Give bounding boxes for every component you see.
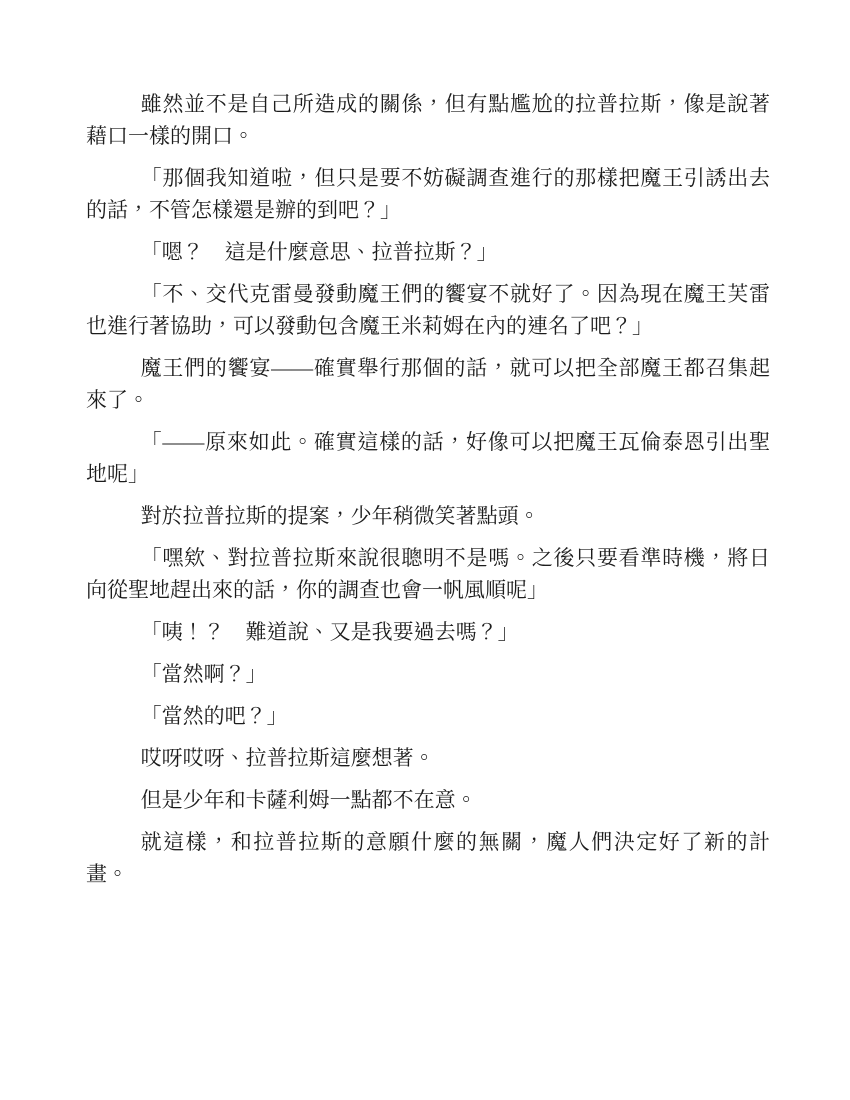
paragraph-dialogue-8: 「當然的吧？」	[140, 704, 288, 728]
paragraph-narration-1: 雖然並不是自己所造成的關係，但有點尷尬的拉普拉斯，像是說著藉口一樣的開口。	[86, 92, 770, 148]
paragraph-dialogue-3: 「不、交代克雷曼發動魔王們的饗宴不就好了。因為現在魔王芙雷也進行著協助，可以發動包含魔王米莉姆在內的連名了吧？」	[86, 282, 770, 338]
paragraph-narration-4: 哎呀哎呀、拉普拉斯這麼想著。	[140, 746, 435, 770]
paragraph-dialogue-6: 「咦！？ 難道說、又是我要過去嗎？」	[140, 620, 519, 644]
paragraph-dialogue-1: 「那個我知道啦，但只是要不妨礙調查進行的那樣把魔王引誘出去的話，不管怎樣還是辦的到吧？」	[86, 166, 770, 222]
paragraph-narration-2: 魔王們的饗宴——確實舉行那個的話，就可以把全部魔王都召集起來了。	[86, 356, 770, 412]
paragraph-dialogue-7: 「當然啊？」	[140, 662, 267, 686]
paragraph-narration-6: 就這樣，和拉普拉斯的意願什麼的無關，魔人們決定好了新的計畫。	[86, 830, 770, 886]
paragraph-narration-5: 但是少年和卡薩利姆一點都不在意。	[140, 788, 477, 812]
paragraph-narration-3: 對於拉普拉斯的提案，少年稍微笑著點頭。	[140, 504, 540, 528]
paragraph-dialogue-2: 「嗯？ 這是什麼意思、拉普拉斯？」	[140, 240, 498, 264]
paragraph-dialogue-5: 「嘿欸、對拉普拉斯來說很聰明不是嗎。之後只要看準時機，將日向從聖地趕出來的話，你的調查也會一帆風順呢」	[86, 546, 770, 602]
paragraph-dialogue-4: 「——原來如此。確實這樣的話，好像可以把魔王瓦倫泰恩引出聖地呢」	[86, 430, 770, 486]
